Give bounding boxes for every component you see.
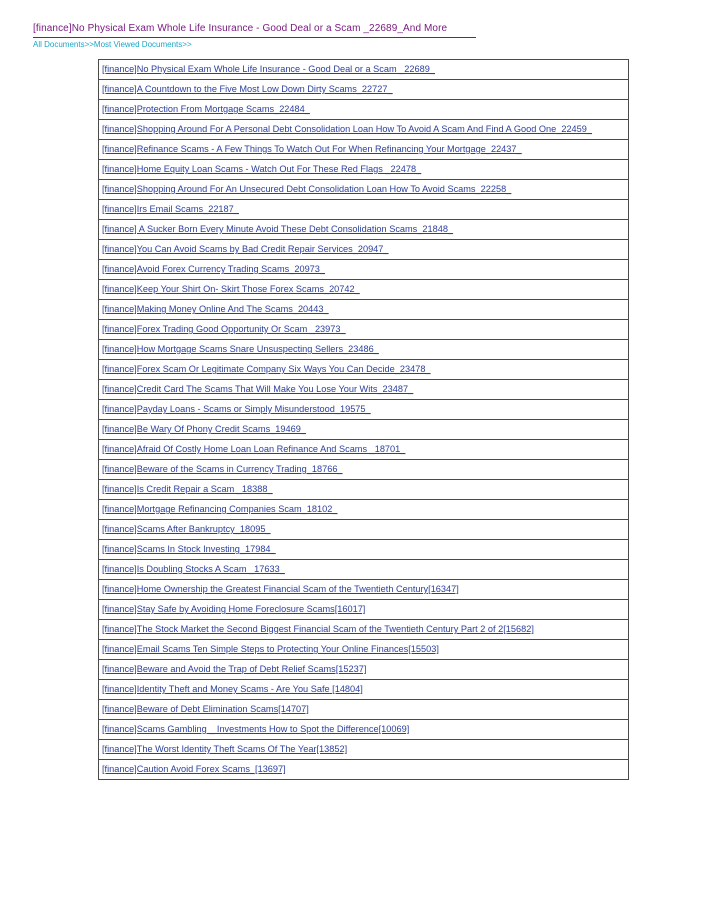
document-cell: [99, 120, 629, 140]
document-cell: [99, 460, 629, 480]
document-link[interactable]: [finance]Avoid Forex Currency Trading Scams_20973_: [102, 264, 326, 274]
document-cell: [99, 620, 629, 640]
document-cell: [99, 380, 629, 400]
document-link[interactable]: [finance]Email Scams Ten Simple Steps to Protecting Your Online Finances[15503]: [102, 644, 439, 654]
document-cell: [99, 420, 629, 440]
document-cell: [99, 440, 629, 460]
document-cell: [99, 680, 629, 700]
table-row: [99, 760, 629, 780]
document-cell: [99, 540, 629, 560]
document-link[interactable]: [finance]A Countdown to the Five Most Low Down Dirty Scams_22727_: [102, 84, 393, 94]
document-link[interactable]: [finance]Is Credit Repair a Scam _18388_: [102, 484, 273, 494]
table-row: [99, 420, 629, 440]
document-link[interactable]: [finance] A Sucker Born Every Minute Avoid These Debt Consolidation Scams_21848_: [102, 224, 454, 234]
document-link[interactable]: [finance]Credit Card The Scams That Will Make You Lose Your Wits_23487_: [102, 384, 414, 394]
table-row: [99, 60, 629, 80]
document-link[interactable]: [finance]The Stock Market the Second Biggest Financial Scam of the Twentieth Century Part 2 of 2[15682]: [102, 624, 534, 634]
table-row: [99, 580, 629, 600]
document-link[interactable]: [finance]Protection From Mortgage Scams_22484_: [102, 104, 310, 114]
document-link[interactable]: [finance]Keep Your Shirt On- Skirt Those Forex Scams_20742_: [102, 284, 360, 294]
document-link[interactable]: [finance]No Physical Exam Whole Life Insurance - Good Deal or a Scam _22689_: [102, 64, 435, 74]
document-cell: [99, 200, 629, 220]
breadcrumb-most-viewed-link[interactable]: Most Viewed Documents: [93, 40, 183, 49]
table-row: [99, 640, 629, 660]
table-row: [99, 280, 629, 300]
document-link[interactable]: [finance]Making Money Online And The Scams_20443_: [102, 304, 329, 314]
document-cell: [99, 160, 629, 180]
documents-list: [99, 60, 629, 780]
documents-table: [98, 59, 629, 780]
table-row: [99, 80, 629, 100]
table-row: [99, 320, 629, 340]
document-link[interactable]: [finance]Home Equity Loan Scams - Watch Out For These Red Flags _22478_: [102, 164, 422, 174]
document-cell: [99, 60, 629, 80]
document-cell: [99, 760, 629, 780]
document-link[interactable]: [finance]Shopping Around For A Personal Debt Consolidation Loan How To Avoid A Scam And Find A Good One_22459_: [102, 124, 592, 134]
table-row: [99, 520, 629, 540]
table-row: [99, 600, 629, 620]
document-cell: [99, 80, 629, 100]
document-cell: [99, 520, 629, 540]
document-link[interactable]: [finance]You Can Avoid Scams by Bad Credit Repair Services_20947_: [102, 244, 389, 254]
document-cell: [99, 560, 629, 580]
document-link[interactable]: [finance]Be Wary Of Phony Credit Scams_19469_: [102, 424, 306, 434]
table-row: [99, 140, 629, 160]
document-cell: [99, 220, 629, 240]
table-row: [99, 460, 629, 480]
breadcrumb: [33, 40, 192, 49]
document-link[interactable]: [finance]Home Ownership the Greatest Financial Scam of the Twentieth Century[16347]: [102, 584, 459, 594]
table-row: [99, 480, 629, 500]
document-link[interactable]: [finance]Scams In Stock Investing_17984_: [102, 544, 276, 554]
document-link[interactable]: [finance]Beware of Debt Elimination Scams[14707]: [102, 704, 309, 714]
table-row: [99, 720, 629, 740]
table-row: [99, 680, 629, 700]
document-link[interactable]: [finance]Shopping Around For An Unsecured Debt Consolidation Loan How To Avoid Scams_22258_: [102, 184, 512, 194]
document-cell: [99, 640, 629, 660]
document-cell: [99, 260, 629, 280]
document-link[interactable]: [finance]Irs Email Scams_22187_: [102, 204, 239, 214]
document-link[interactable]: [finance]Scams After Bankruptcy_18095_: [102, 524, 271, 534]
page-title: [finance]No Physical Exam Whole Life Insurance - Good Deal or a Scam _22689_And More: [33, 23, 448, 34]
table-row: [99, 240, 629, 260]
document-cell: [99, 240, 629, 260]
document-cell: [99, 660, 629, 680]
document-link[interactable]: [finance]Forex Scam Or Legitimate Company Six Ways You Can Decide_23478_: [102, 364, 431, 374]
table-row: [99, 660, 629, 680]
document-link[interactable]: [finance]Beware and Avoid the Trap of Debt Relief Scams[15237]: [102, 664, 367, 674]
breadcrumb-separator: >>: [84, 40, 94, 49]
table-row: [99, 380, 629, 400]
document-link[interactable]: [finance]Identity Theft and Money Scams - Are You Safe [14804]: [102, 684, 363, 694]
table-row: [99, 620, 629, 640]
document-link[interactable]: [finance]How Mortgage Scams Snare Unsuspecting Sellers_23486_: [102, 344, 379, 354]
document-cell: [99, 320, 629, 340]
document-link[interactable]: [finance]Forex Trading Good Opportunity Or Scam _23973_: [102, 324, 346, 334]
table-row: [99, 340, 629, 360]
table-row: [99, 100, 629, 120]
document-cell: [99, 180, 629, 200]
document-link[interactable]: [finance]Mortgage Refinancing Companies Scam_18102_: [102, 504, 338, 514]
table-row: [99, 300, 629, 320]
document-link[interactable]: [finance]Stay Safe by Avoiding Home Foreclosure Scams[16017]: [102, 604, 366, 614]
document-link[interactable]: [finance]Scams Gambling _ Investments How to Spot the Difference[10069]: [102, 724, 410, 734]
document-cell: [99, 340, 629, 360]
document-cell: [99, 740, 629, 760]
document-cell: [99, 360, 629, 380]
title-underline: [33, 37, 476, 38]
document-link[interactable]: [finance]Is Doubling Stocks A Scam _17633_: [102, 564, 285, 574]
table-row: [99, 540, 629, 560]
table-row: [99, 560, 629, 580]
document-link[interactable]: [finance]The Worst Identity Theft Scams Of The Year[13852]: [102, 744, 348, 754]
document-link[interactable]: [finance]Beware of the Scams in Currency Trading_18766_: [102, 464, 343, 474]
table-row: [99, 740, 629, 760]
table-row: [99, 160, 629, 180]
table-row: [99, 440, 629, 460]
table-row: [99, 260, 629, 280]
document-cell: [99, 140, 629, 160]
document-cell: [99, 500, 629, 520]
document-link[interactable]: [finance]Afraid Of Costly Home Loan Loan Refinance And Scams _18701_: [102, 444, 406, 454]
breadcrumb-all-documents-link[interactable]: All Documents: [33, 40, 85, 49]
document-cell: [99, 720, 629, 740]
table-row: [99, 700, 629, 720]
table-row: [99, 120, 629, 140]
document-link[interactable]: [finance]Refinance Scams - A Few Things To Watch Out For When Refinancing Your Mortgage_22437_: [102, 144, 522, 154]
table-row: [99, 500, 629, 520]
document-cell: [99, 300, 629, 320]
table-row: [99, 360, 629, 380]
table-row: [99, 400, 629, 420]
document-cell: [99, 280, 629, 300]
document-cell: [99, 480, 629, 500]
breadcrumb-trailing-separator: >>: [182, 40, 192, 49]
table-row: [99, 220, 629, 240]
table-row: [99, 180, 629, 200]
document-cell: [99, 600, 629, 620]
table-row: [99, 200, 629, 220]
document-link[interactable]: [finance]Caution Avoid Forex Scams_[13697]: [102, 764, 286, 774]
document-cell: [99, 400, 629, 420]
document-cell: [99, 700, 629, 720]
document-link[interactable]: [finance]Payday Loans - Scams or Simply Misunderstood_19575_: [102, 404, 371, 414]
document-cell: [99, 580, 629, 600]
document-cell: [99, 100, 629, 120]
